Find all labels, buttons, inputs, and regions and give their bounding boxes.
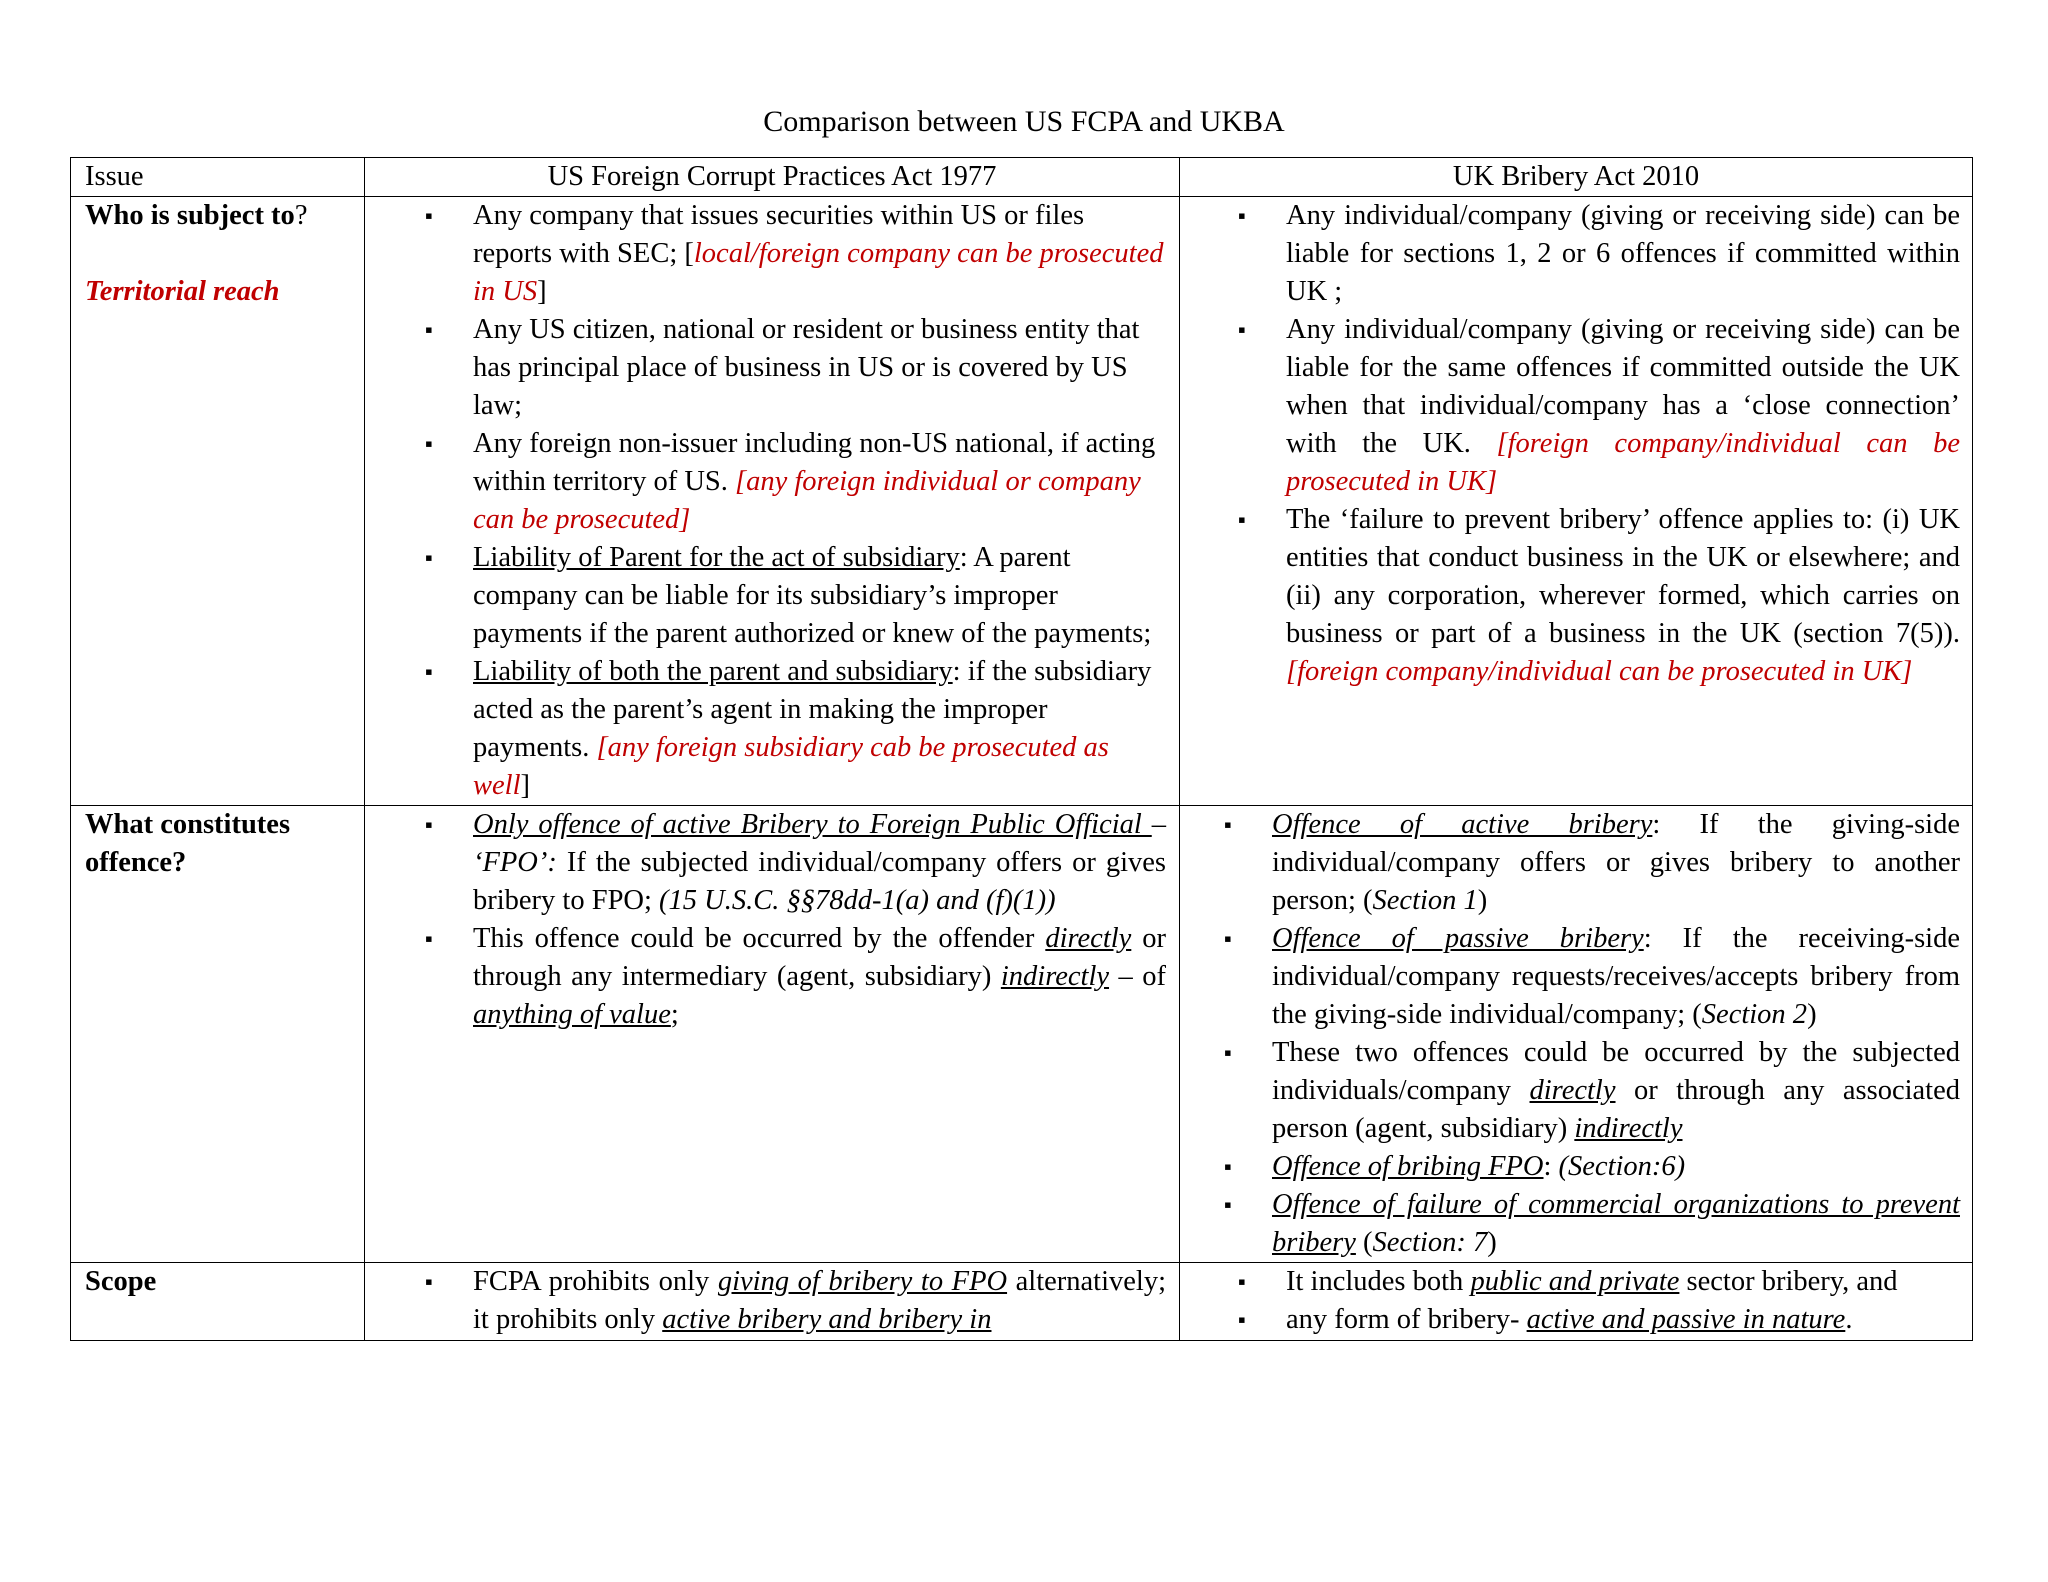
- list-item: ▪ Any foreign non-issuer including non-US national, if acting within territory of US. [any foreign individual or company can be prosecuted]: [365, 425, 1179, 539]
- issue-cell-subject: Who is subject to? Territorial reach: [71, 197, 365, 806]
- header-uk-bribery-act: UK Bribery Act 2010: [1180, 158, 1973, 197]
- list-item: ▪ This offence could be occurred by the offender directly or through any intermediary (agent, subsidiary) indirectly – of anything of value;: [365, 920, 1179, 1034]
- us-cell-scope: [365, 1263, 1180, 1341]
- uk-cell-subject: [1180, 197, 1973, 806]
- issue-label: Who is subject to: [85, 200, 295, 231]
- list-item: ▪ Liability of both the parent and subsidiary: if the subsidiary acted as the parent’s agent in making the improper payments. [any foreign subsidiary cab be prosecuted as well]: [365, 653, 1179, 805]
- issue-label: What constitutes offence?: [85, 809, 291, 878]
- issue-label: Scope: [85, 1266, 157, 1297]
- list-item: ▪ These two offences could be occurred by the subjected individuals/company directly or through any associated person (agent, subsidiary) indirectly: [1180, 1034, 1972, 1148]
- document-title: Comparison between US FCPA and UKBA: [763, 105, 1285, 138]
- uk-cell-scope: [1180, 1263, 1973, 1341]
- table-header-row: [71, 158, 1973, 197]
- list-item: ▪ Any individual/company (giving or receiving side) can be liable for the same offences if committed outside the UK when that individual/company has a ‘close connection’ with the UK. [foreign company/individual can be prosecuted in UK]: [1180, 311, 1972, 501]
- list-item: ▪ Offence of passive bribery: If the receiving-side individual/company requests/receives/accepts bribery from the giving-side individual/company; (Section 2): [1180, 920, 1972, 1034]
- header-issue: Issue: [71, 158, 365, 197]
- list-item: ▪ any form of bribery- active and passive in nature.: [1180, 1301, 1972, 1339]
- list-item: ▪ The ‘failure to prevent bribery’ offence applies to: (i) UK entities that conduct business in the UK or elsewhere; and (ii) any corporation, wherever formed, which carries on business or part of a business in the UK (section 7(5)). [foreign company/individual can be prosecuted in UK]: [1180, 501, 1972, 691]
- list-item: ▪ Only offence of active Bribery to Foreign Public Official – ‘FPO’: If the subjected individual/company offers or gives bribery to FPO; (15 U.S.C. §§78dd-1(a) and (f)(1)): [365, 806, 1179, 920]
- issue-sublabel: Territorial reach: [85, 276, 280, 307]
- us-cell-subject: [365, 197, 1180, 806]
- uk-cell-offence: [1180, 806, 1973, 1263]
- list-item: ▪ Liability of Parent for the act of subsidiary: A parent company can be liable for its subsidiary’s improper payments if the parent authorized or knew of the payments;: [365, 539, 1179, 653]
- list-item: ▪ Offence of failure of commercial organizations to prevent bribery (Section: 7): [1180, 1186, 1972, 1262]
- table-row: [71, 806, 1973, 1263]
- header-us-fcpa: US Foreign Corrupt Practices Act 1977: [365, 158, 1180, 197]
- issue-cell-scope: [71, 1263, 365, 1341]
- list-item: ▪ Any US citizen, national or resident or business entity that has principal place of business in US or is covered by US law;: [365, 311, 1179, 425]
- issue-cell-offence: [71, 806, 365, 1263]
- table-row: [71, 197, 1973, 806]
- list-item: ▪ Any company that issues securities within US or files reports with SEC; [local/foreign company can be prosecuted in US]: [365, 197, 1179, 311]
- list-item: ▪ FCPA prohibits only giving of bribery to FPO alternatively; it prohibits only active bribery and bribery in: [365, 1263, 1179, 1339]
- list-item: ▪ It includes both public and private sector bribery, and: [1180, 1263, 1972, 1301]
- comparison-table: [70, 157, 1973, 1341]
- list-item: ▪ Any individual/company (giving or receiving side) can be liable for sections 1, 2 or 6 offences if committed within UK ;: [1180, 197, 1972, 311]
- us-cell-offence: [365, 806, 1180, 1263]
- list-item: ▪ Offence of bribing FPO: (Section:6): [1180, 1148, 1972, 1186]
- table-row: [71, 1263, 1973, 1341]
- list-item: ▪ Offence of active bribery: If the giving-side individual/company offers or gives bribery to another person; (Section 1): [1180, 806, 1972, 920]
